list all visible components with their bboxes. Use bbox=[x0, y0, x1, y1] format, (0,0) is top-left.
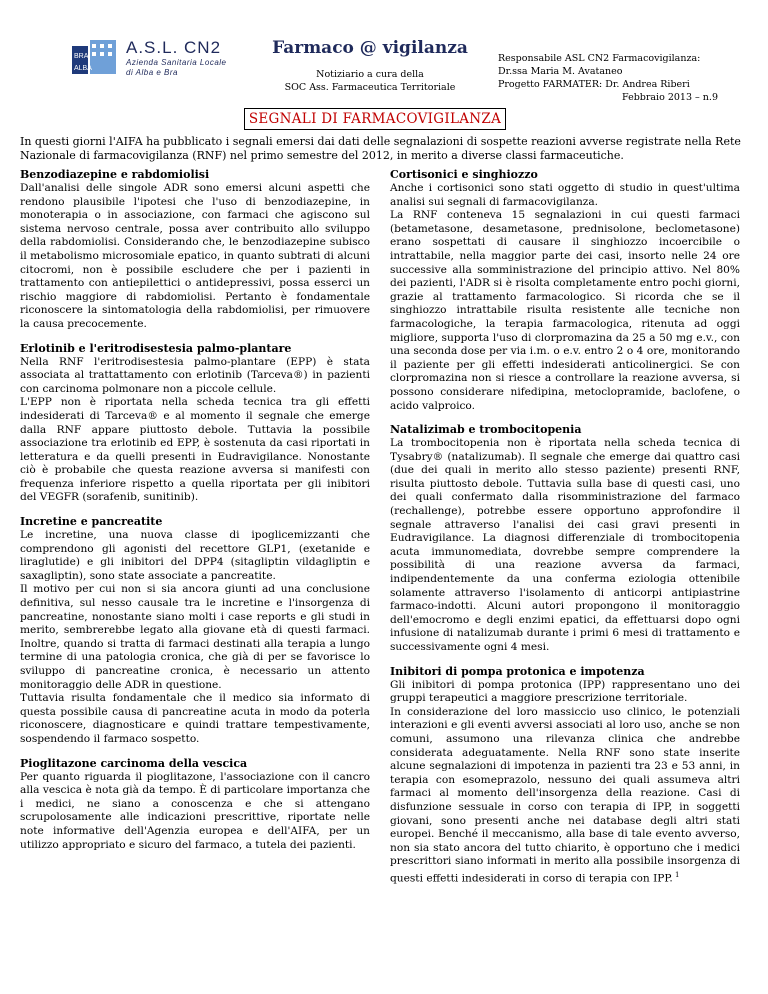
article-section bbox=[20, 515, 370, 747]
footnote-marker: 1 bbox=[672, 870, 680, 879]
asl-building-logo-icon bbox=[70, 38, 120, 76]
article-section bbox=[390, 665, 740, 886]
newsletter-subtitle bbox=[270, 68, 470, 94]
article-section bbox=[20, 342, 370, 506]
article-section bbox=[390, 423, 740, 655]
section-banner: SEGNALI DI FARMACOVIGILANZA bbox=[244, 108, 506, 130]
intro-paragraph: In questi giorni l'AIFA ha pubblicato i segnali emersi dai dati delle segnalazioni di sospette reazioni avverse registrate nella Rete Nazionale di farmacovigilanza (RNF) nel primo semestre del 2012, in merito a diverse classi farmaceutiche. bbox=[20, 135, 741, 162]
article-paragraph: L'EPP non è riportata nella scheda tecnica tra gli effetti indesiderati di Tarceva® e al momento il segnale che emerge dalla RNF appare piuttosto debole. Tuttavia la possibile associazione tra erlotinib ed EPP, è sostenuta da casi riportati in letteratura e da quelli presenti in Eudravigilance. Nonostante ciò è probabile che questa reazione avversa si manifesti con frequenza inferiore rispetto a quella riportata per gli inibitori del VEGFR (sorafenib, sunitinib). bbox=[20, 396, 370, 504]
article-heading: Erlotinib e l'eritrodisestesia palmo-plantare bbox=[20, 341, 292, 355]
article-section bbox=[20, 757, 370, 853]
article-heading: Natalizimab e trombocitopenia bbox=[390, 423, 582, 437]
article-paragraph: In considerazione del loro massiccio uso clinico, le potenziali interazioni e gli eventi avversi associati al loro uso, anche se non comuni, assumono una rilevanza clinica che andrebbe considerata adeguatamente. Nella RNF sono state inserite alcune segnalazioni di impotenza in pazienti tra 23 e 53 anni, in terapia con esomeprazolo, nessuno dei quali assumeva altri farmaci al momento dell'insorgenza della reazione. Casi di disfunzione sessuale in corso con terapia di IPP, in soggetti giovani, sono presenti anche nei database degli altri stati europei. Benché il meccanismo, alla base di tale evento avverso, non sia stato ancora del tutto chiarito, è opportuno che i medici prescrittori siano informati in merito alla possibile insorgenza di questi effetti indesiderati in corso di terapia con IPP. $^1$ bbox=[390, 705, 740, 885]
resp-line3: Progetto FARMATER: Dr. Andrea Riberi bbox=[498, 79, 690, 90]
article-section bbox=[390, 168, 740, 413]
article-section bbox=[20, 168, 370, 332]
article-heading: Pioglitazone carcinoma della vescica bbox=[20, 756, 248, 770]
article-heading: Benzodiazepine e rabdomiolisi bbox=[20, 168, 210, 181]
article-heading: Cortisonici e singhiozzo bbox=[390, 168, 538, 181]
article-paragraph: Dall'analisi delle singole ADR sono emersi alcuni aspetti che rendono plausibile l'ipotesi che l'uso di benzodiazepine, in monoterapia o in associazione, con farmaci che agiscono sul sistema nervoso centrale, possa aver contribuito allo sviluppo della rabdomiolisi. Considerando che, le benzodiazepine subisco il metabolismo microsomiale epatico, in quanto subtrati di alcuni citocromi, non è possibile escludere che per i pazienti in trattamento con antiepilettici o antidepressivi, possa esserci un rischio maggiore di rabdomiolisi. Pertanto è fondamentale riconoscere la sintomatologia della rabdomiolisi, per rimuovere la causa precocemente. bbox=[20, 182, 370, 330]
newsletter-brand bbox=[270, 38, 470, 94]
logo-badge-top: BRA bbox=[74, 53, 89, 60]
article-heading: Inibitori di pompa protonica e impotenza bbox=[390, 664, 645, 678]
logo-subtitle bbox=[126, 58, 227, 78]
resp-line2: Dr.ssa Maria M. Avataneo bbox=[498, 66, 623, 77]
resp-line1: Responsabile ASL CN2 Farmacovigilanza: bbox=[498, 53, 701, 64]
article-paragraph: La RNF conteneva 15 segnalazioni in cui questi farmaci (betametasone, desametasone, prednisolone, beclometasone) erano sospettati di causare il singhiozzo incoercibile o intrattabile, nella maggior parte dei casi, insorto nelle 24 ore successive alla somministrazione del principio attivo. Nel 80% dei pazienti, l'ADR si è risolta completamente entro pochi giorni, grazie al trattamento farmacologico. Si ricorda che se il singhiozzo intrattabile risulta resistente alle tecniche non farmacologiche, la terapia farmacologica, ritenuta ad oggi migliore, supporta l'uso di clorpromazina da 25 a 50 mg e.v., con una seconda dose per via i.m. o e.v. entro 2 o 4 ore, monitorando il paziente per gli effetti indesiderati anticolinergici. Se con clorpromazina non si riesce a controllare la reazione avversa, si possono considerare nifedipina, metoclopramide, baclofene, o acido valproico. bbox=[390, 209, 740, 412]
logo-badge-bottom: ALBA bbox=[74, 65, 92, 72]
article-paragraph: Anche i cortisonici sono stati oggetto di studio in quest'ultima analisi sui segnali di farmacovigilanza. bbox=[390, 182, 740, 208]
article-paragraph: La trombocitopenia non è riportata nella scheda tecnica di Tysabry® (natalizumab). Il segnale che emerge dai quattro casi (due dei quali in merito allo stesso paziente) presenti RNF, risulta piuttosto debole. Tuttavia sulla base di questi casi, uno dei quali confermato dalla risomministrazione del farmaco (rechallenge), potrebbe essere opportuno approfondire il segnale attraverso l'analisi dei casi gravi presenti in Eudravigilance. La diagnosi differenziale di trombocitopenia acuta immunomediata, dovrebbe sempre comprendere la possibilità di una reazione avversa da farmaci, indipendentemente da una conferma eziologia ottenibile solamente attraverso l'isolamento di anticorpi antipiastrine farmaco-indotti. Alcuni autori propongono il monitoraggio dell'emocromo e degli enzimi epatici, da effettuarsi dopo ogni infusione di natalizumab durante i primi 6 mesi di trattamento e successivamente ogni 4 mesi. bbox=[390, 437, 740, 653]
article-paragraph: Le incretine, una nuova classe di ipoglicemizzanti che comprendono gli agonisti del recettore GLP1, (exetanide e liraglutide) e gli inibitori del DPP4 (sitagliptin vildagliptin e saxagliptin), sono state associate a pancreatite. bbox=[20, 529, 370, 582]
left-column bbox=[20, 168, 370, 862]
article-heading: Incretine e pancreatite bbox=[20, 515, 163, 529]
logo-subtitle-line1: Azienda Sanitaria Locale bbox=[126, 58, 227, 67]
logo-subtitle-line2: di Alba e Bra bbox=[126, 68, 179, 77]
article-paragraph: Gli inibitori di pompa protonica (IPP) rappresentano uno dei gruppi terapeutici a maggiore prescrizione territoriale. bbox=[390, 678, 740, 705]
article-paragraph: Tuttavia risulta fondamentale che il medico sia informato di questa possibile causa di pancreatine acuta in modo da poterla riconoscere, diagnosticare e quindi trattare tempestivamente, sospendendo il farmaco sospetto. bbox=[20, 692, 370, 745]
issue-date: Febbraio 2013 – n.9 bbox=[622, 92, 718, 103]
article-paragraph: Per quanto riguarda il pioglitazone, l'associazione con il cancro alla vescica è nota già da tempo. È di particolare importanza che i medici, ne siano a conoscenza e che si attengano scrupolosamente alle indicazioni prescrittive, riportate nelle note informative dell'Agenzia europea e dell'AIFA, per un utilizzo appropriato e sicuro del farmaco, a tutela dei pazienti. bbox=[20, 770, 370, 851]
subtitle-line1: Notiziario a cura della bbox=[316, 69, 424, 80]
article-paragraph: Il motivo per cui non si sia ancora giunti ad una conclusione definitiva, sul nesso causale tra le incretine e l'insorgenza di pancreatine, nonostante siano molti i case reports e gli studi in merito, sembrerebbe legato alla giovane età di questi farmaci. Inoltre, quando si tratta di farmaci destinati alla terapia a lungo termine di una patologia cronica, che già di per se favorisce lo sviluppo di pancreatine cronica, è necessario un attento monitoraggio delle ADR in questione. bbox=[20, 583, 370, 691]
logo-name: A.S.L. CN2 bbox=[126, 38, 222, 57]
right-column bbox=[390, 168, 740, 896]
article-paragraph: Nella RNF l'eritrodisestesia palmo-plantare (EPP) è stata associata al trattattamento con erlotinib (Tarceva®) in pazienti con carcinoma polmonare non a piccole cellule. bbox=[20, 355, 370, 395]
newsletter-title: Farmaco @ vigilanza bbox=[272, 38, 468, 58]
responsible-info bbox=[498, 52, 718, 104]
asl-logo bbox=[70, 38, 260, 78]
subtitle-line2: SOC Ass. Farmaceutica Territoriale bbox=[284, 82, 456, 93]
